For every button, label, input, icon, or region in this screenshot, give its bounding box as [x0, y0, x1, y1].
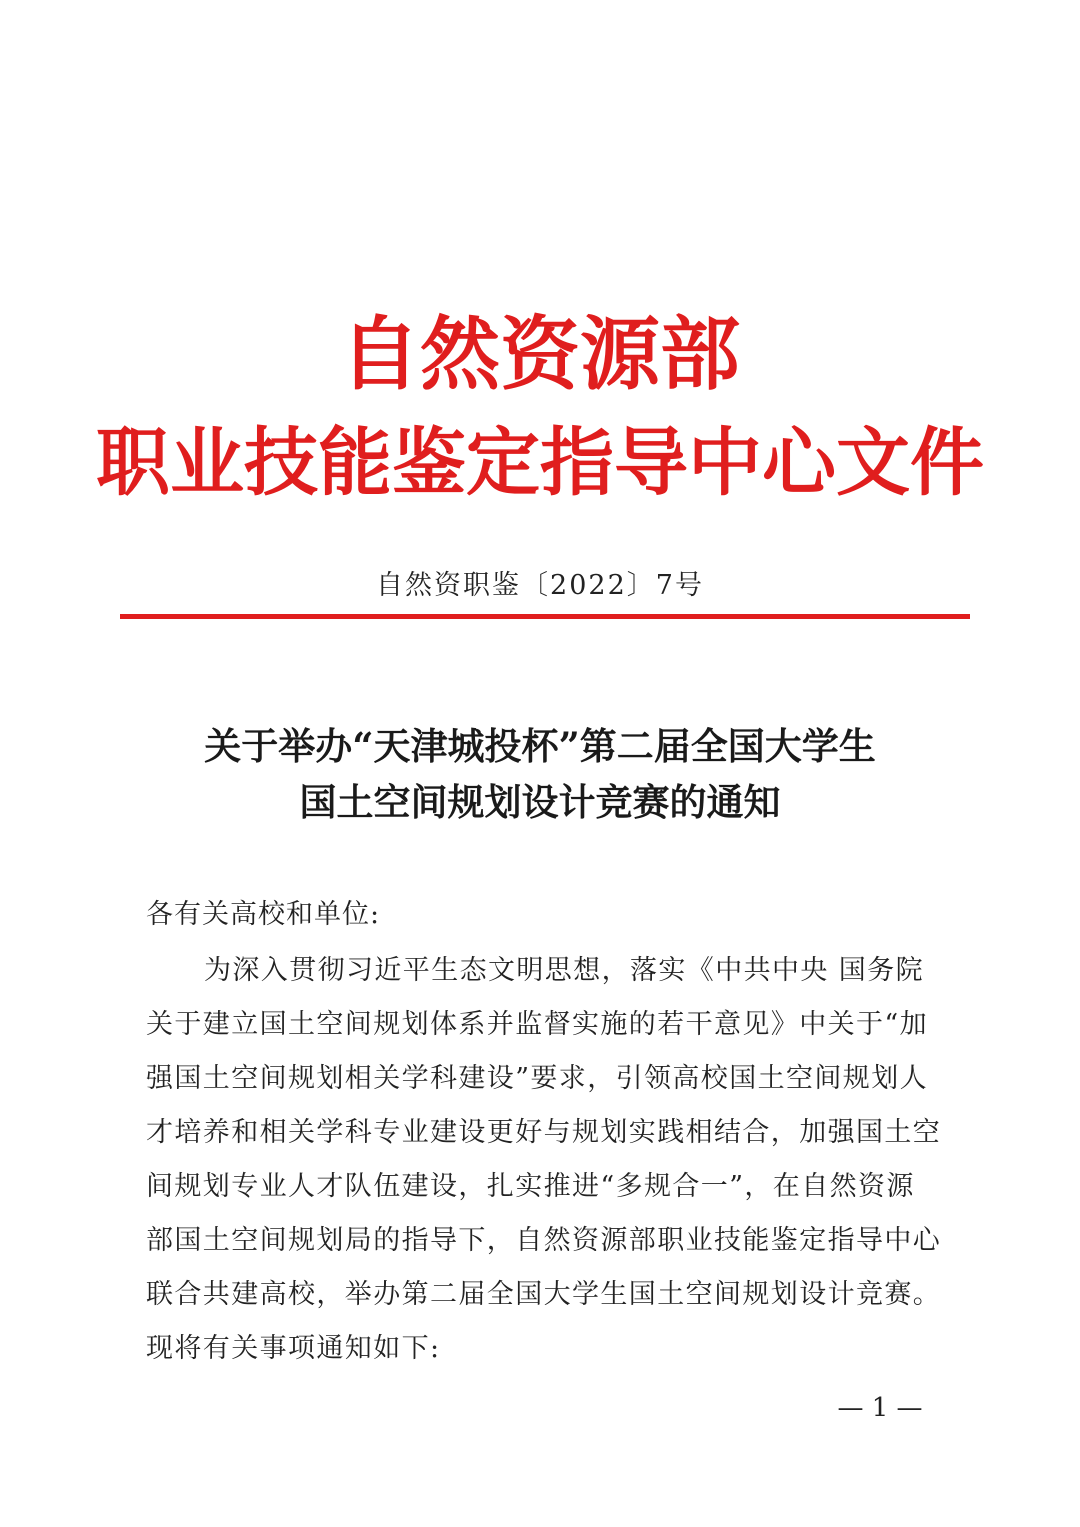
- body-line: 现将有关事项通知如下:: [146, 1333, 441, 1364]
- page-number: — 1 —: [837, 1393, 923, 1423]
- body-line: 联合共建高校，举办第二届全国大学生国土空间规划设计竞赛。: [146, 1279, 942, 1310]
- body-line: 为深入贯彻习近平生态文明思想，落实《中共中央 国务院: [204, 955, 924, 986]
- body-line: 关于建立国土空间规划体系并监督实施的若干意见》中关于“加: [146, 1009, 929, 1040]
- red-divider-line: [120, 614, 970, 619]
- body-line: 才培养和相关学科专业建设更好与规划实践相结合，加强国土空: [146, 1117, 942, 1148]
- notice-title-line1: 关于举办“天津城投杯”第二届全国大学生: [204, 724, 876, 768]
- salutation: 各有关高校和单位:: [146, 899, 381, 930]
- body-line: 部国土空间规划局的指导下，自然资源部职业技能鉴定指导中心: [146, 1225, 942, 1256]
- notice-title-line2: 国土空间规划设计竞赛的通知: [299, 780, 781, 824]
- document-number: 自然资职鉴〔2022〕7号: [376, 570, 704, 601]
- masthead-issuer-line2: 职业技能鉴定指导中心文件: [96, 420, 984, 506]
- body-line: 间规划专业人才队伍建设，扎实推进“多规合一”，在自然资源: [146, 1171, 915, 1202]
- masthead-issuer-line1: 自然资源部: [340, 308, 740, 401]
- body-paragraph: [146, 944, 946, 1376]
- body-line: 强国土空间规划相关学科建设”要求，引领高校国土空间规划人: [146, 1063, 929, 1094]
- notice-title: [0, 718, 1080, 830]
